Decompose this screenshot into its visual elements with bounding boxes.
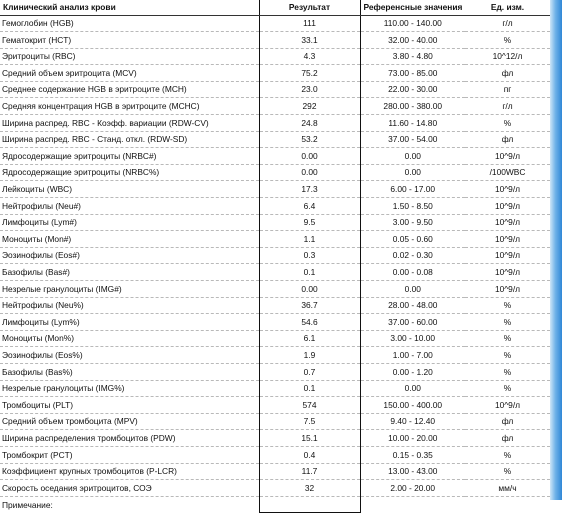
- table-header: [0, 0, 550, 15]
- test-name-cell: Нейтрофилы (Neu#): [0, 198, 259, 215]
- test-name-cell: Гематокрит (HCT): [0, 32, 259, 49]
- reference-range-cell: 2.00 - 20.00: [360, 480, 465, 497]
- unit-cell: пг: [465, 81, 550, 98]
- result-cell: 9.5: [259, 214, 360, 231]
- test-name-cell: Базофилы (Bas#): [0, 264, 259, 281]
- table-row: [0, 198, 550, 215]
- reference-range-cell: 28.00 - 48.00: [360, 297, 465, 314]
- reference-range-cell: 0.00: [360, 380, 465, 397]
- reference-range-cell: 1.00 - 7.00: [360, 347, 465, 364]
- result-cell: 24.8: [259, 115, 360, 132]
- test-name-cell: Лимфоциты (Lym#): [0, 214, 259, 231]
- reference-range-cell: 0.00 - 1.20: [360, 363, 465, 380]
- table-row: [0, 430, 550, 447]
- reference-range-cell: 0.00: [360, 281, 465, 298]
- test-name-cell: Моноциты (Mon%): [0, 330, 259, 347]
- unit-cell: %: [465, 347, 550, 364]
- result-cell: 15.1: [259, 430, 360, 447]
- test-name-cell: Средний объем эритроцита (MCV): [0, 65, 259, 82]
- unit-cell: г/л: [465, 98, 550, 115]
- reference-range-cell: 150.00 - 400.00: [360, 397, 465, 414]
- unit-cell: 10^9/л: [465, 397, 550, 414]
- table-row: [0, 330, 550, 347]
- reference-range-cell: 0.02 - 0.30: [360, 247, 465, 264]
- result-cell: 574: [259, 397, 360, 414]
- result-cell: 0.1: [259, 264, 360, 281]
- note-row: [0, 496, 550, 513]
- result-cell: 0.1: [259, 380, 360, 397]
- test-name-cell: Эритроциты (RBC): [0, 48, 259, 65]
- reference-range-cell: 22.00 - 30.00: [360, 81, 465, 98]
- reference-range-cell: 110.00 - 140.00: [360, 15, 465, 32]
- unit-cell: фл: [465, 131, 550, 148]
- test-name-cell: Скорость оседания эритроцитов, СОЭ: [0, 480, 259, 497]
- unit-cell: фл: [465, 413, 550, 430]
- unit-cell: 10^9/л: [465, 264, 550, 281]
- test-name-cell: Средний объем тромбоцита (MPV): [0, 413, 259, 430]
- result-cell: 36.7: [259, 297, 360, 314]
- unit-cell: фл: [465, 65, 550, 82]
- unit-cell: %: [465, 446, 550, 463]
- table-row: [0, 446, 550, 463]
- reference-range-cell: 0.00: [360, 148, 465, 165]
- unit-cell: фл: [465, 430, 550, 447]
- unit-cell: 10^9/л: [465, 247, 550, 264]
- table-row: [0, 214, 550, 231]
- table-row: [0, 297, 550, 314]
- test-name-cell: Ширина распред. RBC - Коэфф. вариации (RDW-CV): [0, 115, 259, 132]
- table-row: [0, 480, 550, 497]
- test-name-cell: Ядросодержащие эритроциты (NRBC%): [0, 164, 259, 181]
- table-row: [0, 131, 550, 148]
- unit-cell: 10^9/л: [465, 198, 550, 215]
- reference-range-cell: 9.40 - 12.40: [360, 413, 465, 430]
- unit-cell: %: [465, 297, 550, 314]
- reference-range-cell: 0.00 - 0.08: [360, 264, 465, 281]
- unit-cell: %: [465, 115, 550, 132]
- test-name-cell: Лимфоциты (Lym%): [0, 314, 259, 331]
- table-row: [0, 314, 550, 331]
- test-name-cell: Незрелые гранулоциты (IMG%): [0, 380, 259, 397]
- unit-cell: %: [465, 32, 550, 49]
- unit-cell: 10^9/л: [465, 214, 550, 231]
- table-row: [0, 231, 550, 248]
- unit-cell: %: [465, 463, 550, 480]
- column-header-result: Результат: [259, 0, 360, 15]
- test-name-cell: Лейкоциты (WBC): [0, 181, 259, 198]
- result-cell: 6.1: [259, 330, 360, 347]
- test-name-cell: Моноциты (Mon#): [0, 231, 259, 248]
- result-cell: 33.1: [259, 32, 360, 49]
- note-value: [259, 496, 360, 513]
- table-row: [0, 115, 550, 132]
- table-row: [0, 65, 550, 82]
- table-row: [0, 281, 550, 298]
- result-cell: 0.7: [259, 363, 360, 380]
- result-cell: 23.0: [259, 81, 360, 98]
- unit-cell: 10^9/л: [465, 281, 550, 298]
- reference-range-cell: 280.00 - 380.00: [360, 98, 465, 115]
- result-cell: 11.7: [259, 463, 360, 480]
- test-name-cell: Базофилы (Bas%): [0, 363, 259, 380]
- reference-range-cell: 0.15 - 0.35: [360, 446, 465, 463]
- test-name-cell: Ширина распределения тромбоцитов (PDW): [0, 430, 259, 447]
- reference-range-cell: 3.80 - 4.80: [360, 48, 465, 65]
- unit-cell: %: [465, 314, 550, 331]
- reference-range-cell: 6.00 - 17.00: [360, 181, 465, 198]
- result-cell: 0.4: [259, 446, 360, 463]
- result-cell: 0.00: [259, 148, 360, 165]
- reference-range-cell: 1.50 - 8.50: [360, 198, 465, 215]
- result-cell: 17.3: [259, 181, 360, 198]
- table-row: [0, 148, 550, 165]
- table-row: [0, 247, 550, 264]
- result-cell: 0.3: [259, 247, 360, 264]
- table-row: [0, 264, 550, 281]
- table-row: [0, 15, 550, 32]
- test-name-cell: Среднее содержание HGB в эритроците (MCH): [0, 81, 259, 98]
- unit-cell: мм/ч: [465, 480, 550, 497]
- test-name-cell: Нейтрофилы (Neu%): [0, 297, 259, 314]
- reference-range-cell: 37.00 - 54.00: [360, 131, 465, 148]
- unit-cell: 10^9/л: [465, 148, 550, 165]
- table-row: [0, 347, 550, 364]
- reference-range-cell: 3.00 - 10.00: [360, 330, 465, 347]
- table-row: [0, 397, 550, 414]
- table-row: [0, 98, 550, 115]
- reference-range-cell: 0.05 - 0.60: [360, 231, 465, 248]
- window-edge: [550, 0, 562, 500]
- result-cell: 1.1: [259, 231, 360, 248]
- test-name-cell: Гемоглобин (HGB): [0, 15, 259, 32]
- reference-range-cell: 11.60 - 14.80: [360, 115, 465, 132]
- table-row: [0, 181, 550, 198]
- test-name-cell: Средняя концентрация HGB в эритроците (MCHC): [0, 98, 259, 115]
- column-header-unit: Ед. изм.: [465, 0, 550, 15]
- unit-cell: %: [465, 380, 550, 397]
- result-cell: 292: [259, 98, 360, 115]
- note-reference-empty: [360, 496, 465, 513]
- reference-range-cell: 10.00 - 20.00: [360, 430, 465, 447]
- note-label: Примечание:: [2, 499, 53, 510]
- reference-range-cell: 13.00 - 43.00: [360, 463, 465, 480]
- table-row: [0, 81, 550, 98]
- test-name-cell: Эозинофилы (Eos#): [0, 247, 259, 264]
- unit-cell: г/л: [465, 15, 550, 32]
- table-body: [0, 15, 550, 513]
- reference-range-cell: 32.00 - 40.00: [360, 32, 465, 49]
- unit-cell: %: [465, 330, 550, 347]
- note-unit-empty: [465, 496, 550, 513]
- reference-range-cell: 0.00: [360, 164, 465, 181]
- unit-cell: 10^12/л: [465, 48, 550, 65]
- result-cell: 0.00: [259, 281, 360, 298]
- header-row: [0, 0, 550, 15]
- reference-range-cell: 37.00 - 60.00: [360, 314, 465, 331]
- result-cell: 1.9: [259, 347, 360, 364]
- reference-range-cell: 3.00 - 9.50: [360, 214, 465, 231]
- table-row: [0, 413, 550, 430]
- result-cell: 0.00: [259, 164, 360, 181]
- table-row: [0, 463, 550, 480]
- unit-cell: /100WBC: [465, 164, 550, 181]
- unit-cell: %: [465, 363, 550, 380]
- test-name-cell: Эозинофилы (Eos%): [0, 347, 259, 364]
- column-header-reference: Референсные значения: [360, 0, 465, 15]
- test-name-cell: Незрелые гранулоциты (IMG#): [0, 281, 259, 298]
- result-cell: 53.2: [259, 131, 360, 148]
- test-name-cell: Ширина распред. RBC - Станд. откл. (RDW-SD): [0, 131, 259, 148]
- test-name-cell: Тромбокрит (PCT): [0, 446, 259, 463]
- test-name-cell: Коэффициент крупных тромбоцитов (P-LCR): [0, 463, 259, 480]
- result-cell: 111: [259, 15, 360, 32]
- reference-range-cell: 73.00 - 85.00: [360, 65, 465, 82]
- result-cell: 7.5: [259, 413, 360, 430]
- test-name-cell: Ядросодержащие эритроциты (NRBC#): [0, 148, 259, 165]
- unit-cell: 10^9/л: [465, 231, 550, 248]
- column-header-test-name: Клинический анализ крови: [0, 0, 259, 15]
- result-cell: 4.3: [259, 48, 360, 65]
- table-row: [0, 48, 550, 65]
- table-row: [0, 363, 550, 380]
- result-cell: 54.6: [259, 314, 360, 331]
- table-row: [0, 164, 550, 181]
- table-row: [0, 32, 550, 49]
- unit-cell: 10^9/л: [465, 181, 550, 198]
- result-cell: 6.4: [259, 198, 360, 215]
- table-row: [0, 380, 550, 397]
- test-name-cell: Тромбоциты (PLT): [0, 397, 259, 414]
- result-cell: 75.2: [259, 65, 360, 82]
- result-cell: 32: [259, 480, 360, 497]
